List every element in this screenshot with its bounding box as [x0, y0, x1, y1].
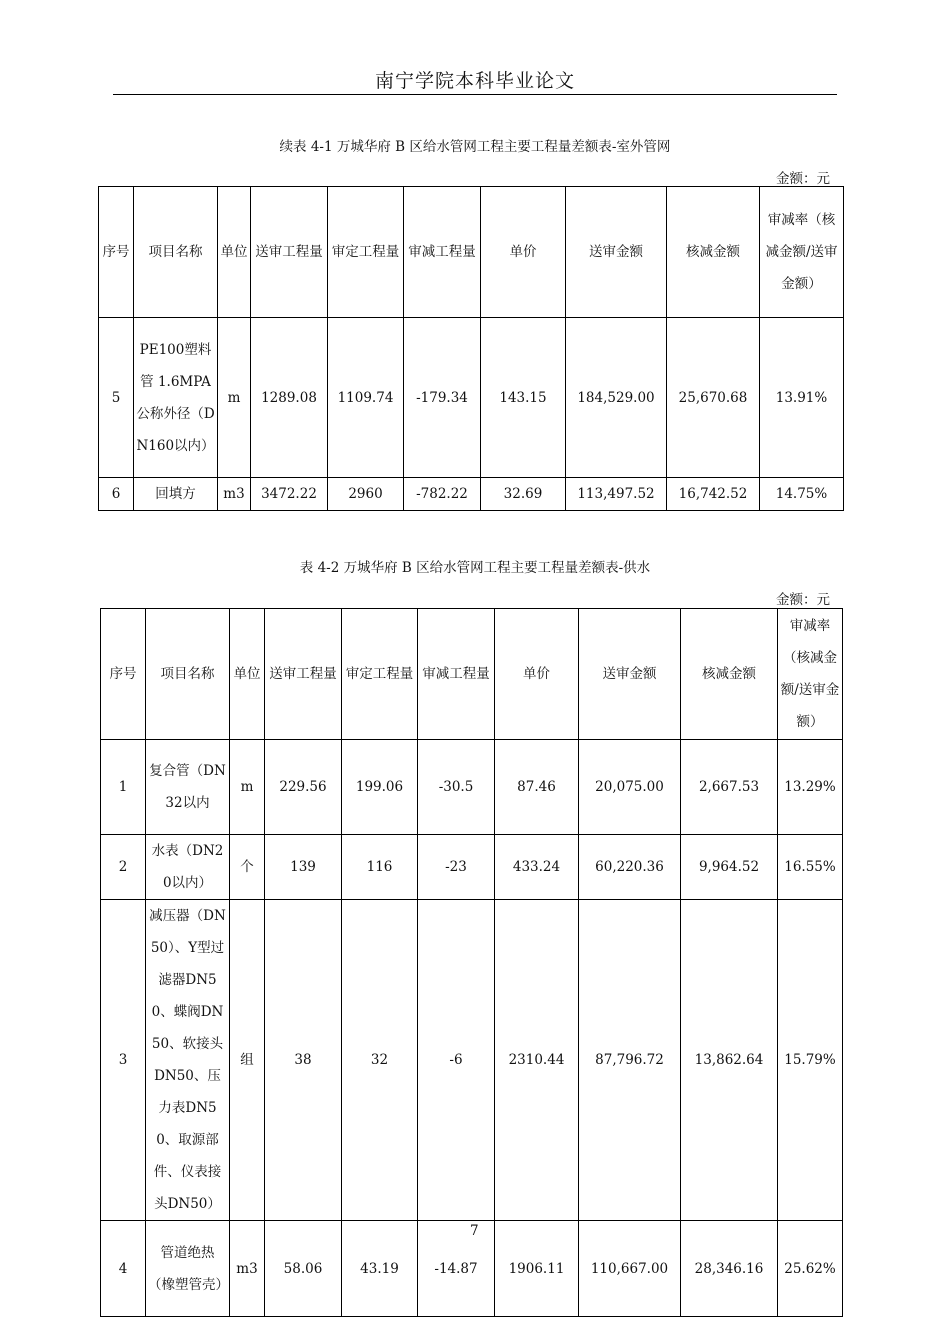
table-cell: 1906.11: [495, 1221, 579, 1317]
table-cell: 15.79%: [778, 900, 843, 1221]
page-header-title: 南宁学院本科毕业论文: [374, 70, 575, 92]
table2: [100, 608, 843, 1317]
table-cell: 1: [101, 740, 146, 835]
table-cell: 水表（DN20以内）: [146, 835, 230, 900]
table1-header: 审减率（核减金额/送审金额）: [760, 187, 844, 318]
page-number: 7: [470, 1223, 479, 1239]
table-cell: 复合管（DN32以内: [146, 740, 230, 835]
table-cell: m: [230, 740, 265, 835]
table-cell: 139: [265, 835, 342, 900]
table-cell: 4: [101, 1221, 146, 1317]
table-cell: 199.06: [342, 740, 418, 835]
table-cell: 管道绝热（橡塑管壳）: [146, 1221, 230, 1317]
table-row: [101, 900, 843, 1221]
table-cell: -6: [418, 900, 495, 1221]
table-cell: 60,220.36: [579, 835, 681, 900]
table-row: [101, 740, 843, 835]
table-cell: 229.56: [265, 740, 342, 835]
table-cell: 2: [101, 835, 146, 900]
table1-caption: 续表 4-1 万城华府 B 区给水管网工程主要工程量差额表-室外管网: [279, 139, 671, 155]
table-cell: 13.29%: [778, 740, 843, 835]
table-cell: 32: [342, 900, 418, 1221]
table-cell: -782.22: [404, 478, 481, 511]
table2-header: 审减工程量: [418, 609, 495, 740]
table2-header: 单位: [230, 609, 265, 740]
table2-unit: 金额：元: [776, 592, 830, 608]
table1-header: 单位: [218, 187, 251, 318]
table-cell: 2310.44: [495, 900, 579, 1221]
table-cell: 2960: [328, 478, 404, 511]
table-cell: 6: [99, 478, 134, 511]
table-cell: m: [218, 318, 251, 478]
table-cell: 16.55%: [778, 835, 843, 900]
table2-caption: 表 4-2 万城华府 B 区给水管网工程主要工程量差额表-供水: [299, 560, 651, 576]
table-cell: 2,667.53: [681, 740, 778, 835]
table-cell: -23: [418, 835, 495, 900]
table-cell: 13.91%: [760, 318, 844, 478]
table2-header: 项目名称: [146, 609, 230, 740]
table-cell: 组: [230, 900, 265, 1221]
table-cell: 回填方: [134, 478, 218, 511]
table2-header-row: [101, 609, 843, 740]
table1-header: 审定工程量: [328, 187, 404, 318]
table1-header: 单价: [481, 187, 566, 318]
table1: [98, 186, 844, 511]
table-cell: 116: [342, 835, 418, 900]
table2-header: 送审金额: [579, 609, 681, 740]
table-cell: 个: [230, 835, 265, 900]
table-cell: 433.24: [495, 835, 579, 900]
table1-header-row: [99, 187, 844, 318]
table-cell: 184,529.00: [566, 318, 667, 478]
table1-header: 序号: [99, 187, 134, 318]
table-cell: 32.69: [481, 478, 566, 511]
table-cell: 143.15: [481, 318, 566, 478]
table-cell: 13,862.64: [681, 900, 778, 1221]
table1-header: 审减工程量: [404, 187, 481, 318]
table-cell: 20,075.00: [579, 740, 681, 835]
table-cell: 5: [99, 318, 134, 478]
table1-unit: 金额：元: [776, 171, 830, 187]
table-cell: 38: [265, 900, 342, 1221]
table-cell: m3: [218, 478, 251, 511]
table-cell: 25.62%: [778, 1221, 843, 1317]
table1-header: 送审工程量: [251, 187, 328, 318]
table-cell: PE100塑料管 1.6MPA 公称外径（DN160以内）: [134, 318, 218, 478]
table2-header: 审减率（核减金额/送审金额）: [778, 609, 843, 740]
table2-header: 送审工程量: [265, 609, 342, 740]
table-cell: 3: [101, 900, 146, 1221]
table2-header: 序号: [101, 609, 146, 740]
table2-header: 单价: [495, 609, 579, 740]
table-cell: 110,667.00: [579, 1221, 681, 1317]
table-cell: 28,346.16: [681, 1221, 778, 1317]
table-row: [99, 318, 844, 478]
table-row: [99, 478, 844, 511]
table1-header: 项目名称: [134, 187, 218, 318]
table2-header: 审定工程量: [342, 609, 418, 740]
table2-header: 核减金额: [681, 609, 778, 740]
table-cell: 25,670.68: [667, 318, 760, 478]
table-cell: -30.5: [418, 740, 495, 835]
table-cell: 113,497.52: [566, 478, 667, 511]
table-cell: 减压器（DN50）、Y型过滤器DN50、蝶阀DN50、软接头DN50、压力表DN50、取源部件、仪表接头DN50）: [146, 900, 230, 1221]
table-cell: m3: [230, 1221, 265, 1317]
table-cell: 1109.74: [328, 318, 404, 478]
table-row: [101, 835, 843, 900]
table-cell: 87,796.72: [579, 900, 681, 1221]
table-cell: 58.06: [265, 1221, 342, 1317]
table-cell: 43.19: [342, 1221, 418, 1317]
table-cell: -14.87: [418, 1221, 495, 1317]
table-cell: -179.34: [404, 318, 481, 478]
table1-header: 送审金额: [566, 187, 667, 318]
table-cell: 14.75%: [760, 478, 844, 511]
table-cell: 87.46: [495, 740, 579, 835]
table-cell: 9,964.52: [681, 835, 778, 900]
table-cell: 3472.22: [251, 478, 328, 511]
table-cell: 16,742.52: [667, 478, 760, 511]
table-cell: 1289.08: [251, 318, 328, 478]
table1-header: 核减金额: [667, 187, 760, 318]
header-rule: [113, 94, 837, 95]
